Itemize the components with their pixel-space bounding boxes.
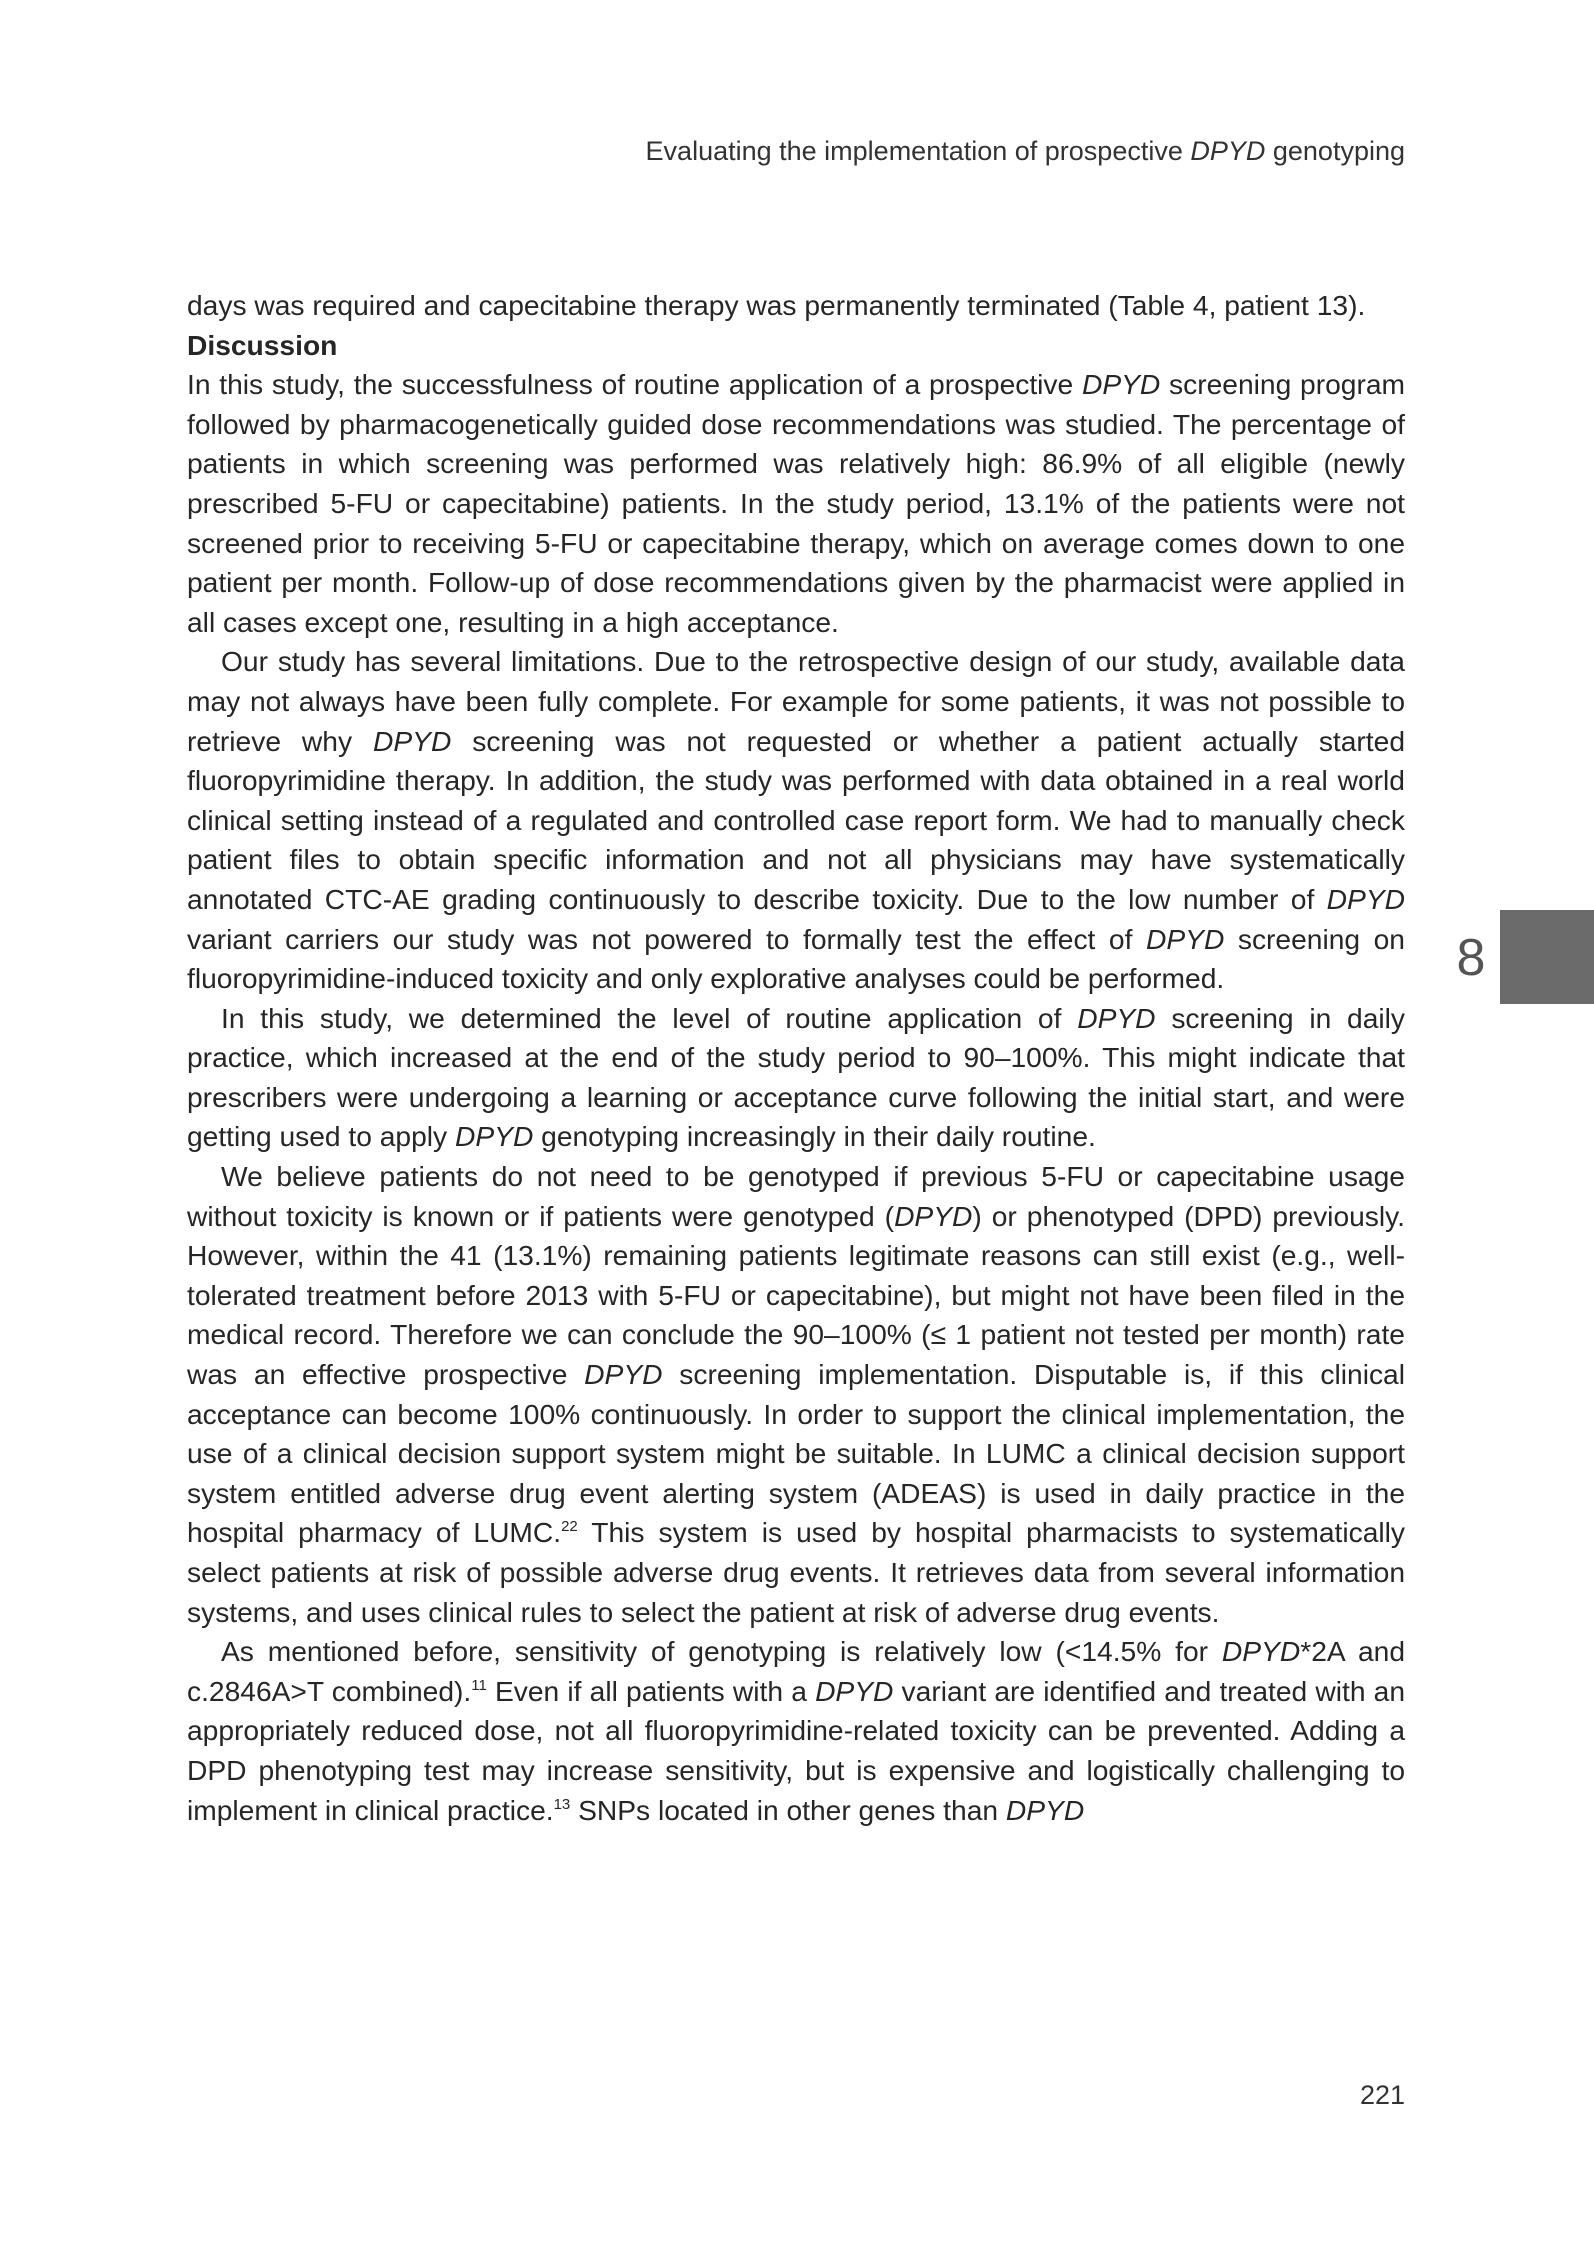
- text-run: *2A and c.2846A>T combined).: [187, 1635, 1405, 1707]
- discussion-paragraph-1: [187, 365, 1405, 642]
- gene-name: DPYD: [1081, 368, 1161, 401]
- text-run: SNPs located in other genes than: [570, 1793, 1006, 1826]
- section-heading-discussion: Discussion: [187, 328, 338, 361]
- discussion-paragraph-4: [187, 1157, 1405, 1632]
- text-run: Even if all patients with a: [486, 1674, 816, 1707]
- gene-name: DPYD: [1077, 1001, 1156, 1034]
- citation-ref: 11: [471, 1676, 487, 1694]
- running-header: [646, 136, 1405, 167]
- gene-name: DPYD: [1326, 882, 1405, 915]
- text-run: This system is used by hospital pharmacists to systematically select patients at risk of possible adverse drug events. It retrieves data from several information systems, and uses clinical rules to select the patient at risk of adverse drug events.: [187, 1516, 1405, 1628]
- text-run: screening implementation. Disputable is, if this clinical acceptance can become 100% continuously. In order to support the clinical implementation, the use of a clinical decision support system might be suitable. In LUMC a clinical decision support system entitled adverse drug event alerting system (ADEAS) is used in daily practice in the hospital pharmacy of LUMC.: [187, 1358, 1405, 1549]
- text-run: screening was not requested or whether a patient actually started fluoropyrimidine therapy. In addition, the study was performed with data obtained in a real world clinical setting instead of a regulated and controlled case report form. We had to manually check patient files to obtain specific information and not all physicians may have systematically annotated CTC-AE grading continuously to describe toxicity. Due to the low number of: [187, 724, 1405, 915]
- gene-name: DPYD: [1145, 922, 1225, 955]
- gene-name: DPYD: [815, 1674, 894, 1707]
- gene-name: DPYD: [1221, 1635, 1301, 1668]
- text-run: screening in daily practice, which increased at the end of the study period to 90–100%. This might indicate that prescribers were undergoing a learning or acceptance curve following the initial start, and were getting used to apply: [187, 1001, 1406, 1153]
- citation-ref: 13: [553, 1795, 571, 1813]
- text-run: ) or phenotyped (DPD) previously. However, within the 41 (13.1%) remaining patients legitimate reasons can still exist (e.g., well-tolerated treatment before 2013 with 5-FU or capecitabine), but might not have been filed in the medical record. Therefore we can conclude the 90–100% (≤ 1 patient not tested per month) rate was an effective prospective: [187, 1199, 1405, 1391]
- citation-ref: 22: [561, 1518, 578, 1536]
- discussion-paragraph-5: [187, 1632, 1405, 1830]
- discussion-paragraph-3: [187, 999, 1405, 1157]
- chapter-number: 8: [1456, 929, 1486, 987]
- gene-name: DPYD: [894, 1199, 973, 1232]
- text-run: As mentioned before, sensitivity of genotyping is relatively low (<14.5% for: [221, 1635, 1222, 1668]
- chapter-tab: [1500, 910, 1594, 1004]
- text-run: screening on fluoropyrimidine-induced toxicity and only explorative analyses could be performed.: [187, 922, 1405, 995]
- gene-name: DPYD: [454, 1120, 534, 1153]
- text-run: Our study has several limitations. Due to the retrospective design of our study, available data may not always have been fully complete. For example for some patients, it was not possible to retrieve why: [187, 645, 1405, 757]
- gene-name: DPYD: [373, 724, 452, 757]
- body-text: [187, 286, 1405, 1830]
- gene-name: DPYD: [1005, 1793, 1085, 1826]
- discussion-paragraph-2: [187, 642, 1405, 998]
- gene-name: DPYD: [584, 1358, 663, 1391]
- text-run: variant carriers our study was not powered to formally test the effect of: [187, 922, 1146, 955]
- continuation-paragraph: days was required and capecitabine therapy was permanently terminated (Table 4, patient 13).: [187, 289, 1366, 321]
- text-run: In this study, the successfulness of routine application of a prospective: [187, 368, 1082, 401]
- text-run: genotyping increasingly in their daily routine.: [533, 1120, 1096, 1153]
- text-run: In this study, we determined the level of routine application of: [221, 1001, 1078, 1034]
- text-run: variant are identified and treated with an appropriately reduced dose, not all fluoropyrimidine-related toxicity can be prevented. Adding a DPD phenotyping test may increase sensitivity, but is expensive and logistically challenging to implement in clinical practice.: [187, 1674, 1406, 1826]
- running-header-post: genotyping: [1265, 136, 1405, 166]
- page-number: 221: [1359, 2080, 1405, 2110]
- text-run: screening program followed by pharmacogenetically guided dose recommendations was studied. The percentage of patients in which screening was performed was relatively high: 86.9% of all eligible (newly prescribed 5-FU or capecitabine) patients. In the study period, 13.1% of the patients were not screened prior to receiving 5-FU or capecitabine therapy, which on average comes down to one patient per month. Follow-up of dose recommendations given by the pharmacist were applied in all cases except one, resulting in a high acceptance.: [187, 368, 1405, 638]
- running-header-pre: Evaluating the implementation of prospective: [645, 136, 1191, 166]
- text-run: We believe patients do not need to be genotyped if previous 5-FU or capecitabine usage without toxicity is known or if patients were genotyped (: [187, 1160, 1405, 1232]
- running-header-gene: DPYD: [1190, 136, 1266, 166]
